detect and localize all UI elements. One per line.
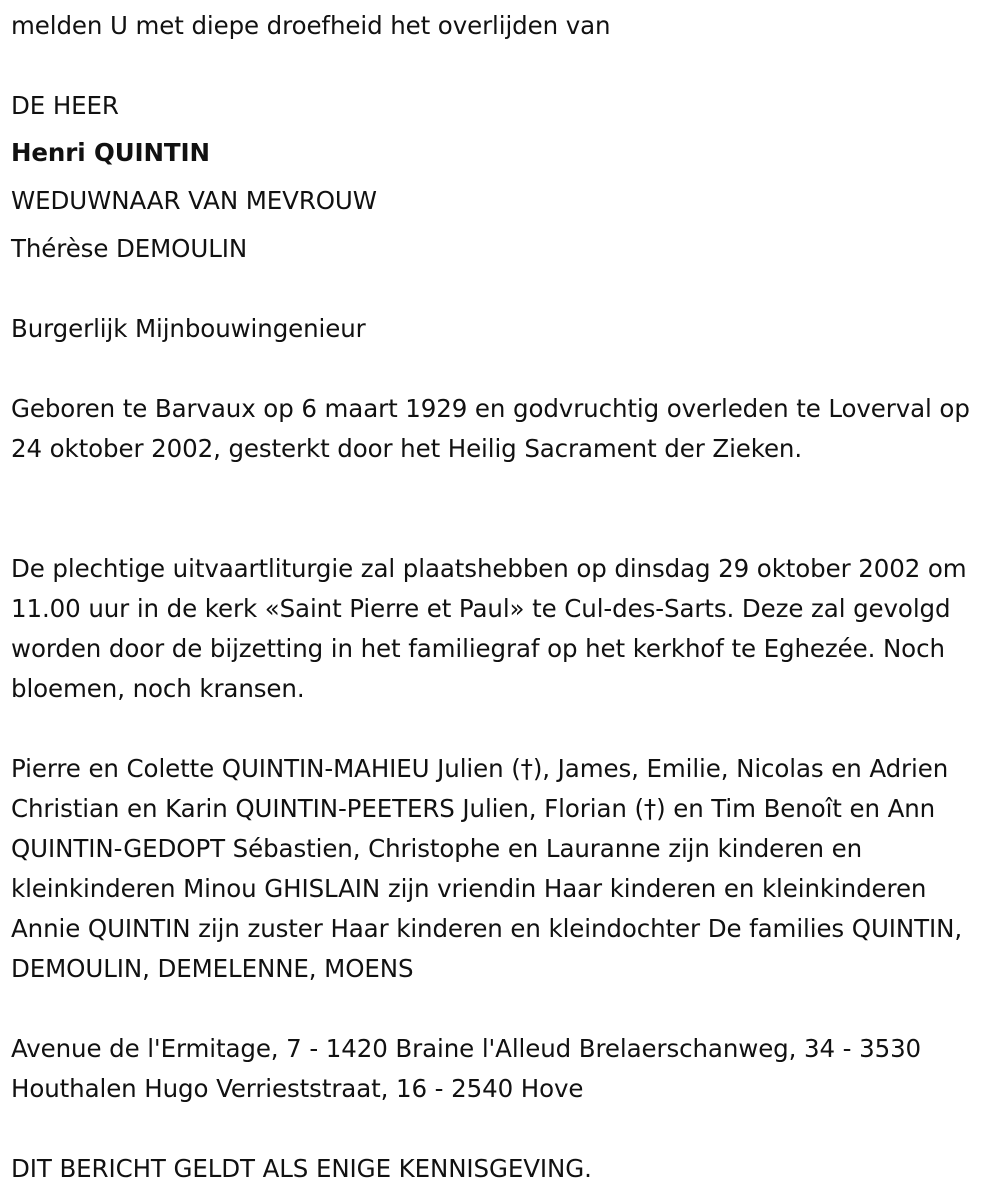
family-paragraph: Pierre en Colette QUINTIN-MAHIEU Julien (†), James, Emilie, Nicolas en Adrien Christian en Karin QUINTIN-PEETERS Julien, Florian (†) en Tim Benoît en Ann QUINTIN-GEDOPT Sébastien, Christophe en Lauranne zijn kinderen en kleinkinderen Minou GHISLAIN zijn vriendin Haar kinderen en kleinkinderen Annie QUINTIN zijn zuster Haar kinderen en kleindochter De families QUINTIN, DEMOULIN, DEMELENNE, MOENS <box>11 754 963 983</box>
birth-death-paragraph: Geboren te Barvaux op 6 maart 1929 en godvruchtig overleden te Loverval op 24 oktober 2002, gesterkt door het Heilig Sacrament der Zieken. <box>11 394 970 463</box>
widow-label: WEDUWNAAR VAN MEVROUW <box>11 186 377 215</box>
profession: Burgerlijk Mijnbouwingenieur <box>11 314 366 343</box>
closing-line: DIT BERICHT GELDT ALS ENIGE KENNISGEVING. <box>11 1154 592 1183</box>
deceased-name: Henri QUINTIN <box>11 138 210 167</box>
honorific: DE HEER <box>11 91 119 120</box>
intro-line: melden U met diepe droefheid het overlijden van <box>11 11 611 40</box>
spouse-name: Thérèse DEMOULIN <box>11 234 248 263</box>
addresses-paragraph: Avenue de l'Ermitage, 7 - 1420 Braine l'Alleud Brelaerschanweg, 34 - 3530 Houthalen Hugo Verrieststraat, 16 - 2540 Hove <box>11 1034 922 1103</box>
funeral-paragraph: De plechtige uitvaartliturgie zal plaatshebben op dinsdag 29 oktober 2002 om 11.00 uur in de kerk «Saint Pierre et Paul» te Cul-des-Sarts. Deze zal gevolgd worden door de bijzetting in het familiegraf op het kerkhof te Eghezée. Noch bloemen, noch kransen. <box>11 554 967 703</box>
